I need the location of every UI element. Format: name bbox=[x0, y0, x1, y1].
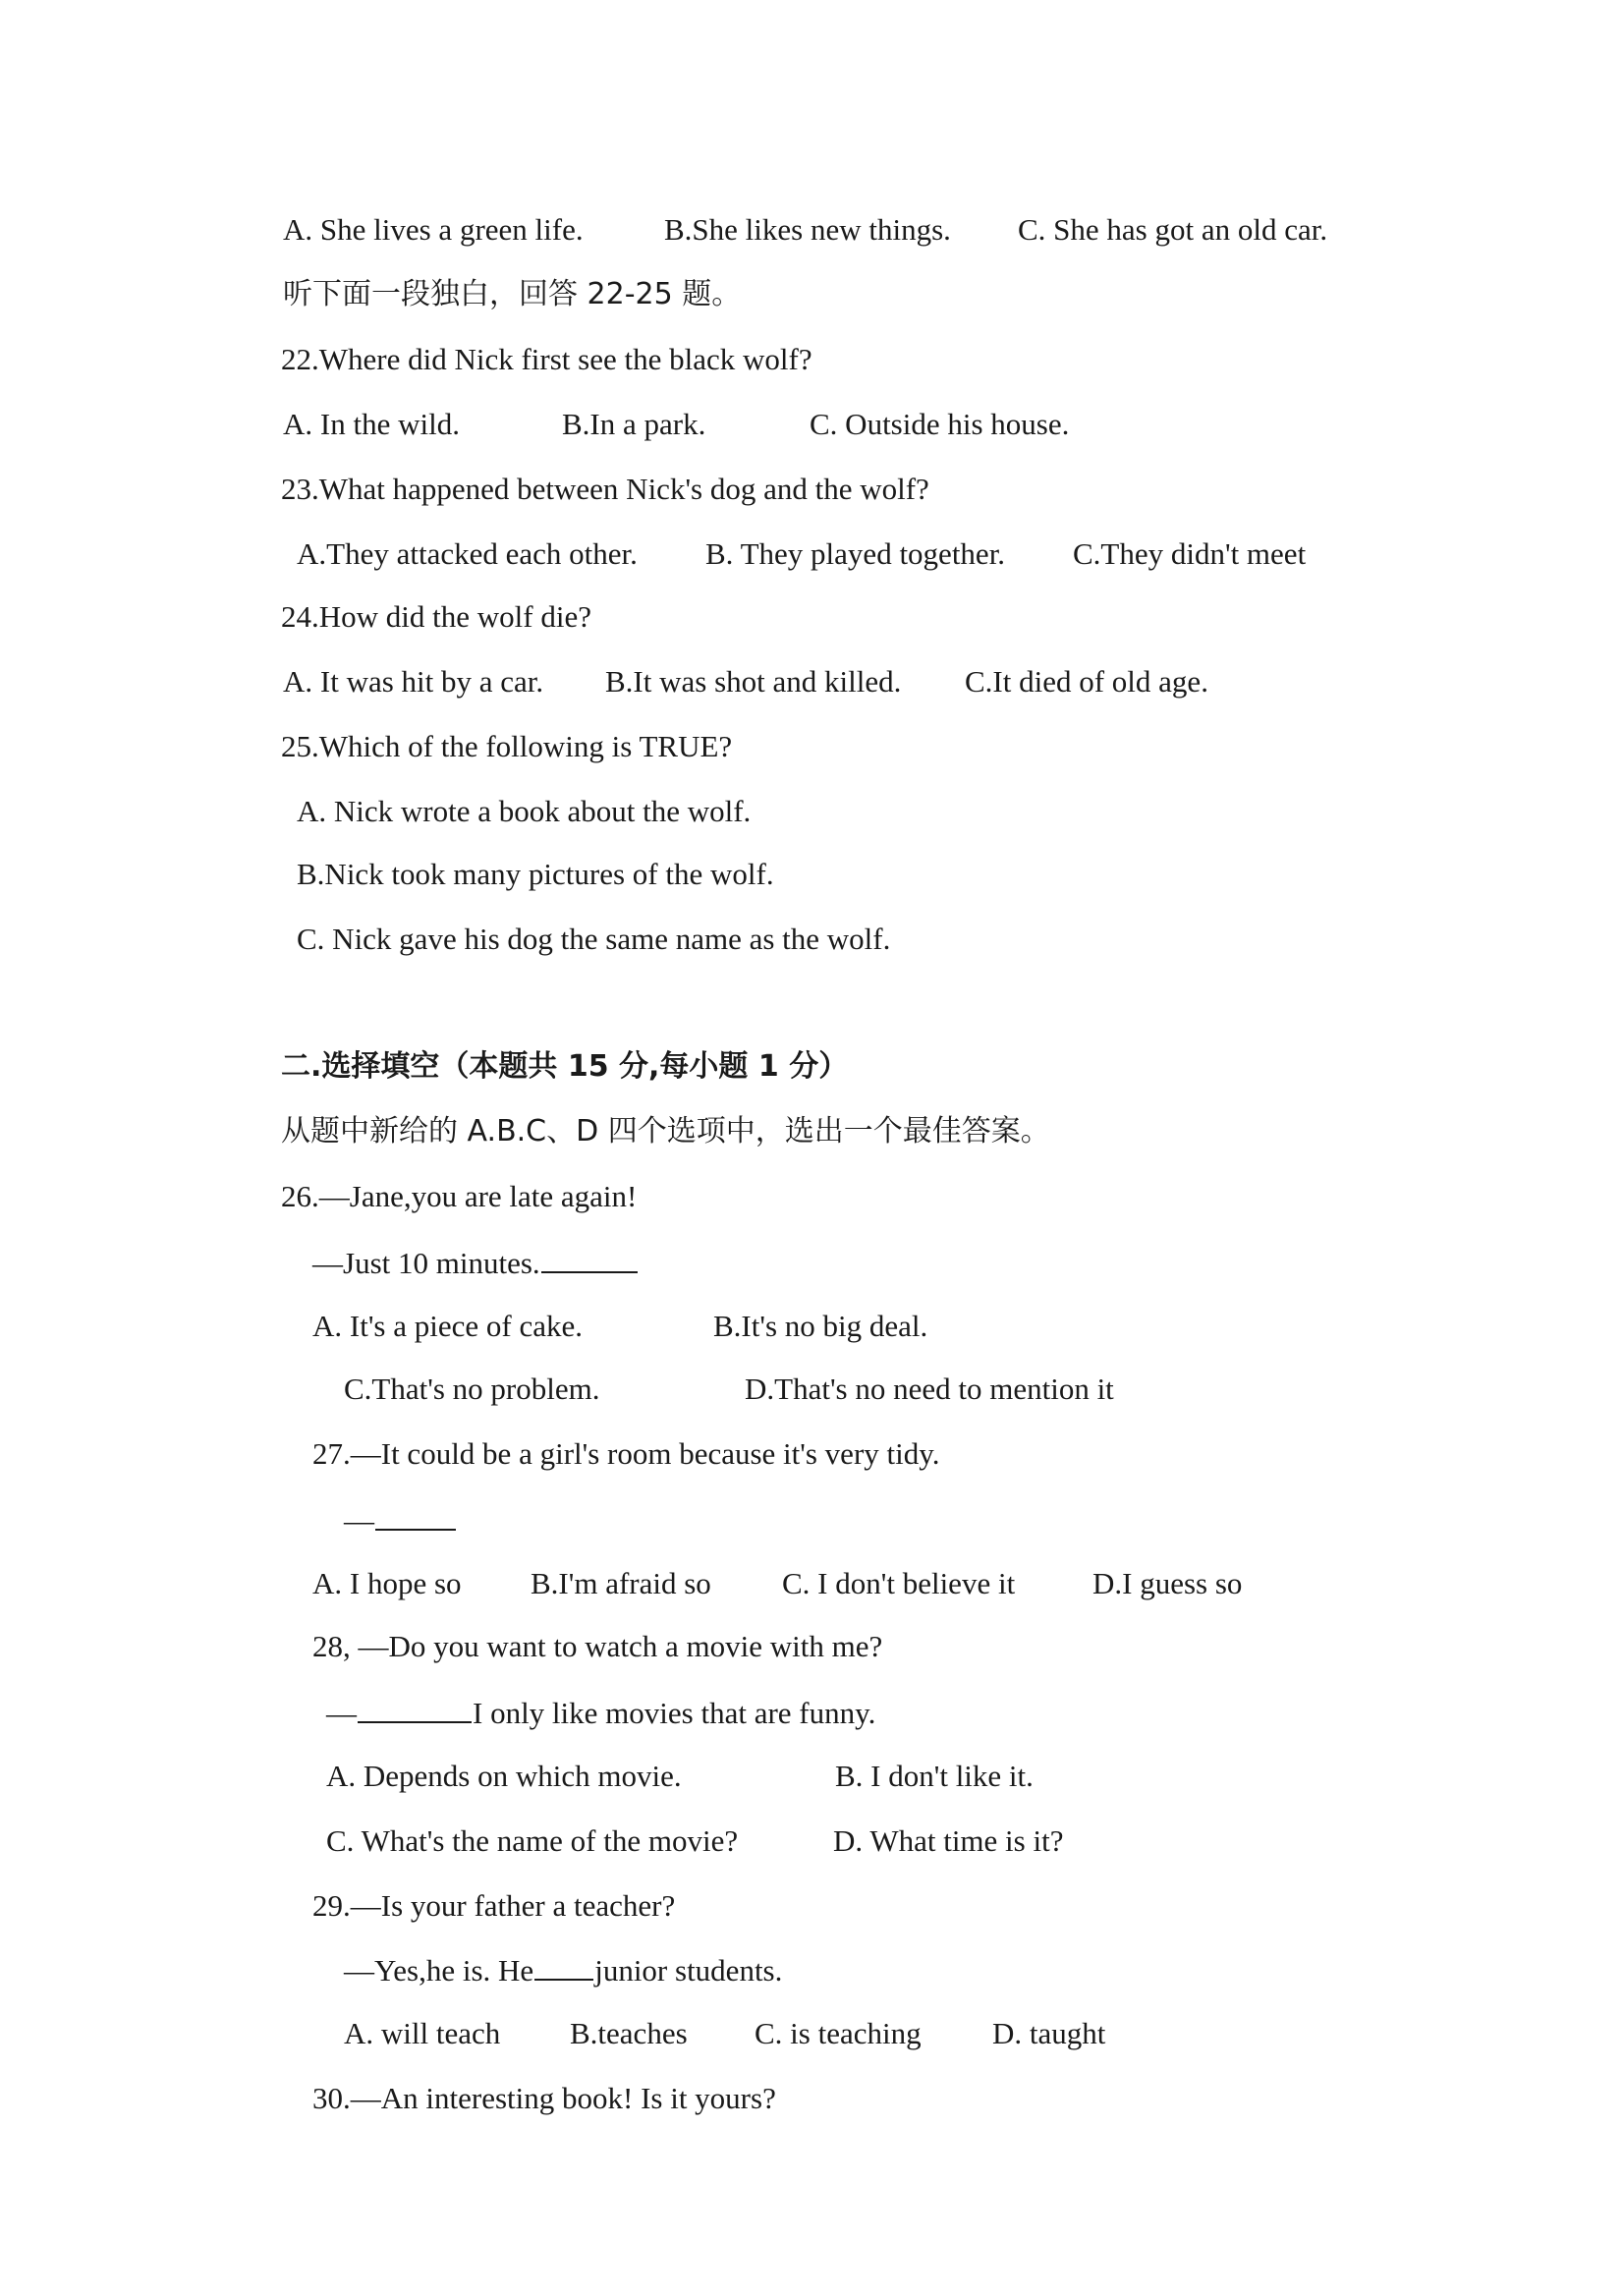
q28-option-d: D. What time is it? bbox=[833, 1823, 1064, 1858]
q30-line1: 30.—An interesting book! Is it yours? bbox=[312, 2081, 776, 2115]
q26-line2 bbox=[312, 1242, 639, 1283]
q26-option-d: D.That's no need to mention it bbox=[745, 1372, 1114, 1406]
q29-line2 bbox=[344, 1949, 782, 1990]
q23-question: 23.What happened between Nick's dog and the wolf? bbox=[281, 472, 929, 506]
section-instruction: 从题中新给的 A.B.C、D 四个选项中，选出一个最佳答案。 bbox=[281, 1114, 1050, 1148]
q22-option-a: A. In the wild. bbox=[283, 407, 460, 441]
q27-option-d: D.I guess so bbox=[1092, 1566, 1243, 1600]
section-heading: 二.选择填空（本题共 15 分,每小题 1 分） bbox=[281, 1049, 849, 1084]
q29-option-a: A. will teach bbox=[344, 2016, 501, 2050]
q29-option-b: B.teaches bbox=[570, 2016, 688, 2050]
q26-line1: 26.—Jane,you are late again! bbox=[281, 1179, 638, 1213]
q28-line2-dash: — bbox=[326, 1696, 357, 1730]
q24-option-b: B.It was shot and killed. bbox=[605, 664, 902, 699]
q23-option-a: A.They attacked each other. bbox=[297, 536, 638, 571]
q25-option-a: A. Nick wrote a book about the wolf. bbox=[297, 794, 752, 828]
q25-option-c: C. Nick gave his dog the same name as the wolf. bbox=[297, 922, 891, 956]
q29-line1: 29.—Is your father a teacher? bbox=[312, 1888, 676, 1923]
q25-option-b: B.Nick took many pictures of the wolf. bbox=[297, 857, 774, 891]
q29-line2-suffix: junior students. bbox=[594, 1953, 783, 1988]
q26-option-b: B.It's no big deal. bbox=[713, 1309, 928, 1343]
q28-option-b: B. I don't like it. bbox=[835, 1759, 1034, 1793]
q22-question: 22.Where did Nick first see the black wolf? bbox=[281, 342, 812, 376]
q29-option-c: C. is teaching bbox=[755, 2016, 922, 2050]
monologue-instruction: 听下面一段独白，回答 22-25 题。 bbox=[283, 277, 742, 311]
q28-line2-text: I only like movies that are funny. bbox=[473, 1696, 876, 1730]
q29-line2-text: —Yes,he is. He bbox=[344, 1953, 534, 1988]
q21-option-b: B.She likes new things. bbox=[664, 212, 951, 247]
q27-option-c: C. I don't believe it bbox=[782, 1566, 1016, 1600]
q21-option-c: C. She has got an old car. bbox=[1018, 212, 1328, 247]
q27-line2 bbox=[344, 1499, 457, 1540]
q24-option-c: C.It died of old age. bbox=[965, 664, 1208, 699]
answer-blank bbox=[375, 1499, 456, 1531]
q25-question: 25.Which of the following is TRUE? bbox=[281, 729, 733, 763]
q27-line1: 27.—It could be a girl's room because it's very tidy. bbox=[312, 1436, 940, 1471]
q28-line1: 28, —Do you want to watch a movie with me? bbox=[312, 1629, 883, 1663]
q27-option-a: A. I hope so bbox=[312, 1566, 462, 1600]
q28-line2 bbox=[326, 1692, 875, 1733]
q22-option-b: B.In a park. bbox=[562, 407, 706, 441]
q28-option-a: A. Depends on which movie. bbox=[326, 1759, 682, 1793]
q29-option-d: D. taught bbox=[992, 2016, 1106, 2050]
q26-line2-text: —Just 10 minutes. bbox=[312, 1246, 540, 1280]
q28-option-c: C. What's the name of the movie? bbox=[326, 1823, 739, 1858]
q23-option-c: C.They didn't meet bbox=[1073, 536, 1307, 571]
q27-option-b: B.I'm afraid so bbox=[531, 1566, 711, 1600]
q24-question: 24.How did the wolf die? bbox=[281, 599, 591, 634]
q26-option-c: C.That's no problem. bbox=[344, 1372, 600, 1406]
q22-option-c: C. Outside his house. bbox=[810, 407, 1070, 441]
q21-option-a: A. She lives a green life. bbox=[283, 212, 584, 247]
answer-blank bbox=[358, 1692, 472, 1723]
q24-option-a: A. It was hit by a car. bbox=[283, 664, 544, 699]
q23-option-b: B. They played together. bbox=[705, 536, 1006, 571]
answer-blank bbox=[534, 1949, 593, 1981]
q26-option-a: A. It's a piece of cake. bbox=[312, 1309, 583, 1343]
q27-line2-dash: — bbox=[344, 1503, 374, 1538]
answer-blank bbox=[541, 1242, 638, 1273]
